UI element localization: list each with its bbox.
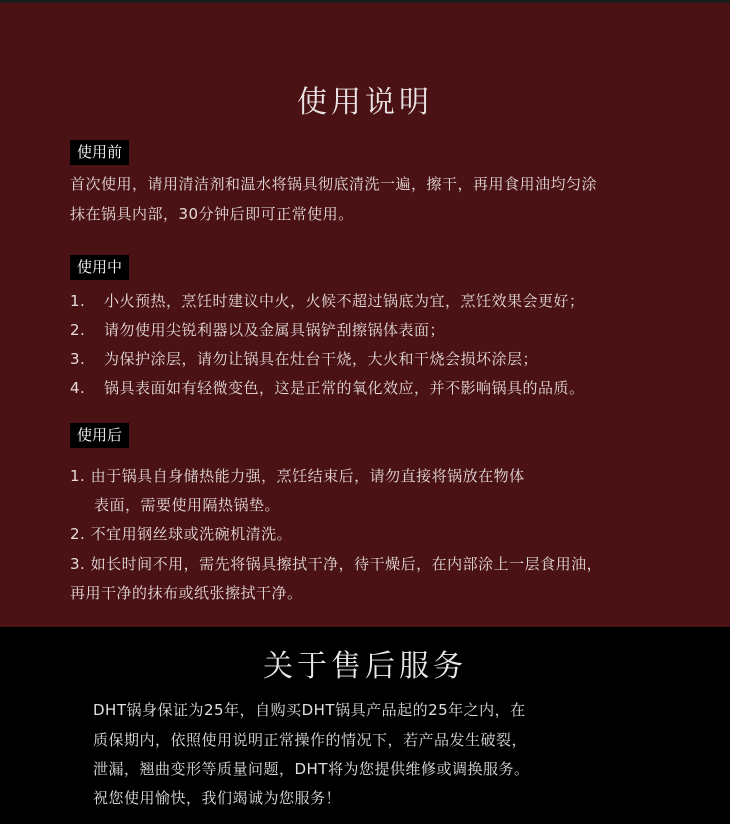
after-sales-section — [0, 627, 730, 824]
tag-before-use: 使用前 — [70, 140, 129, 165]
service-line-4: 祝您使用愉快，我们竭诚为您服务！ — [93, 789, 342, 807]
after-line-4: 3. 如长时间不用，需先将锅具擦拭干净，待干燥后，在内部涂上一层食用油， — [70, 555, 603, 573]
before-line-2: 抹在锅具内部，30分钟后即可正常使用。 — [70, 205, 354, 223]
during-item-number: 4. — [70, 379, 86, 397]
service-line-3: 泄漏，翘曲变形等质量问题，DHT将为您提供维修或调换服务。 — [93, 760, 530, 778]
service-line-1: DHT锅身保证为25年，自购买DHT锅具产品起的25年之内，在 — [93, 701, 526, 719]
during-item-text: 为保护涂层，请勿让锅具在灶台干烧，大火和干烧会损坏涂层； — [104, 350, 539, 368]
during-item-4 — [70, 377, 585, 398]
during-item-text: 小火预热，烹饪时建议中火，火候不超过锅底为宜，烹饪效果会更好； — [104, 292, 585, 310]
during-item-2 — [70, 319, 445, 340]
during-item-number: 2. — [70, 321, 86, 339]
during-item-number: 3. — [70, 350, 86, 368]
after-line-2: 表面，需要使用隔热锅垫。 — [94, 496, 281, 514]
after-line-3: 2. 不宜用钢丝球或洗碗机清洗。 — [70, 525, 293, 543]
during-item-1 — [70, 290, 585, 311]
during-item-text: 请勿使用尖锐利器以及金属具锅铲刮擦锅体表面； — [104, 321, 446, 339]
after-line-1: 1. 由于锅具自身储热能力强，烹饪结束后，请勿直接将锅放在物体 — [70, 467, 525, 485]
tag-during-use: 使用中 — [70, 255, 129, 280]
usage-title: 使用说明 — [297, 85, 433, 120]
usage-instructions-section — [0, 3, 730, 627]
during-item-3 — [70, 348, 538, 369]
during-item-text: 锅具表面如有轻微变色，这是正常的氧化效应，并不影响锅具的品质。 — [104, 379, 585, 397]
service-line-2: 质保期内，依照使用说明正常操作的情况下，若产品发生破裂， — [93, 731, 528, 749]
tag-after-use: 使用后 — [70, 423, 129, 448]
before-line-1: 首次使用，请用清洁剂和温水将锅具彻底清洗一遍，擦干，再用食用油均匀涂 — [70, 175, 598, 193]
after-line-5: 再用干净的抹布或纸张擦拭干净。 — [70, 584, 303, 602]
during-item-number: 1. — [70, 292, 86, 310]
service-title: 关于售后服务 — [263, 649, 467, 684]
